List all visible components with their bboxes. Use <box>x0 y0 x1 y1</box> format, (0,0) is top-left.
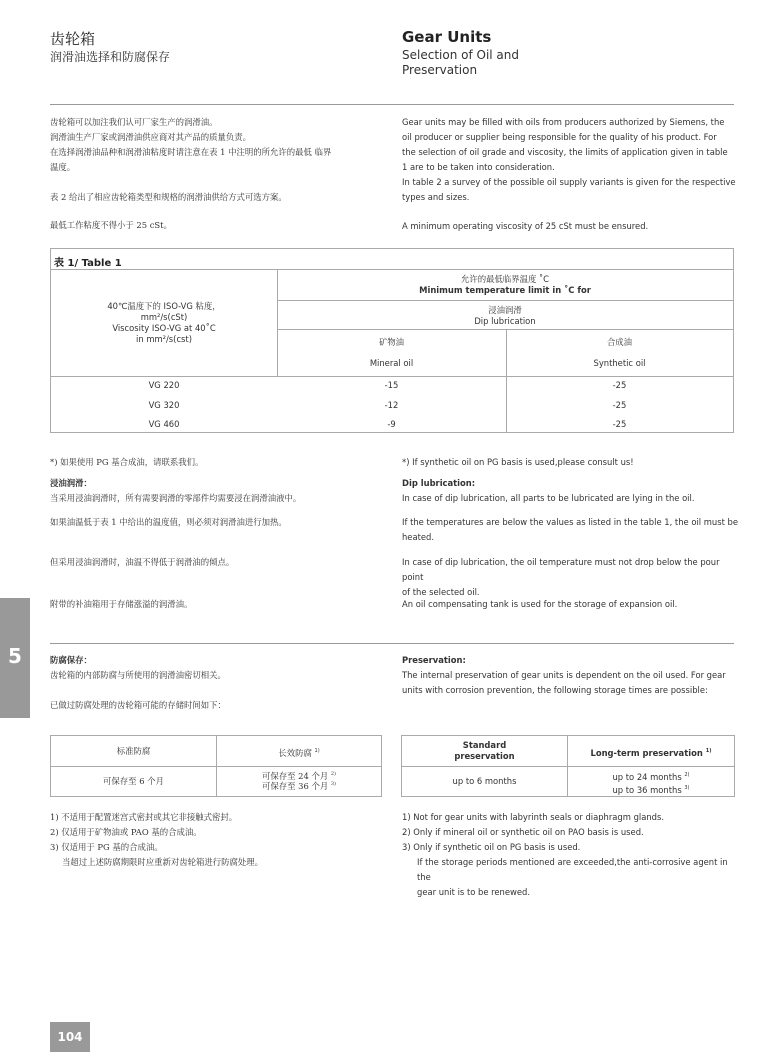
longterm-header-text: Long-term preservation <box>590 747 703 758</box>
heat-note-cn: 如果油温低于表 1 中给出的温度值，则必须对润滑油进行加热。 <box>50 517 287 527</box>
intro-en-line: types and sizes. <box>402 192 470 202</box>
pour-note-en-line: In case of dip lubrication, the oil temperature must not drop below the pour point <box>402 557 720 582</box>
mineral-header-cn: 矿物油 <box>378 337 405 347</box>
dip-section-en <box>402 476 742 506</box>
preservation-title-en: Preservation: <box>402 655 466 665</box>
longterm-value-line <box>217 779 381 792</box>
subtitle-en-line2: Preservation <box>402 63 478 77</box>
pour-note-cn: 但采用浸油润滑时，油温不得低于润滑油的倾点。 <box>50 557 235 567</box>
dip-title-cn: 浸油润滑： <box>50 478 92 488</box>
preservation-en <box>402 653 742 698</box>
longterm-value-line <box>568 770 734 783</box>
footnote-en: 1) Not for gear units with labyrinth seals or diaphragm glands. <box>402 812 664 822</box>
longterm-header-text: 长效防腐 <box>278 747 312 758</box>
synthetic-header-en: Synthetic oil <box>593 358 646 368</box>
preservation-storage-cn: 已做过防腐处理的齿轮箱可能的存储时间如下： <box>50 700 226 710</box>
mineral-header-en: Mineral oil <box>369 358 414 368</box>
longterm-preservation-header-en <box>568 746 734 759</box>
footnote-cn: 当超过上述防腐期限时应重新对齿轮箱进行防腐处理。 <box>62 857 263 867</box>
viscosity-header-cn: 40℃温度下的 ISO-VG 粘度， <box>107 301 221 311</box>
footnote-ref: 2) <box>330 771 337 777</box>
footnote-ref: 1) <box>705 748 712 754</box>
subtitle-en-line1: Selection of Oil and <box>402 48 519 62</box>
header-divider <box>50 104 734 105</box>
pg-note-en: *) If synthetic oil on PG basis is used,please consult us! <box>402 457 634 467</box>
table-divider <box>51 376 733 377</box>
table-row-mineral: -9 <box>387 419 396 429</box>
footnotes-cn <box>50 810 380 870</box>
footnote-en: If the storage periods mentioned are exceeded,the anti-corrosive agent in the <box>417 857 728 882</box>
table-row-vg: VG 320 <box>148 400 180 410</box>
table-1-label: 表 1/ Table 1 <box>54 258 122 269</box>
table-row-mineral: -15 <box>384 380 399 390</box>
longterm-value-text: up to 36 months <box>612 784 682 795</box>
table-divider <box>277 300 733 301</box>
dip-text-cn: 当采用浸油润滑时，所有需要润滑的零部件均需要浸在润滑油液中。 <box>50 493 302 503</box>
viscosity-header-en: Viscosity ISO-VG at 40˚C <box>112 323 216 333</box>
tank-note-en: An oil compensating tank is used for the storage of expansion oil. <box>402 599 678 609</box>
table-row-synthetic: -25 <box>612 419 627 429</box>
longterm-preservation-value-en <box>568 770 734 796</box>
footnote-ref: 2) <box>684 772 690 778</box>
synthetic-oil-header <box>506 337 733 369</box>
header-line: Standard <box>462 740 507 750</box>
table-row-vg: VG 220 <box>148 380 180 390</box>
table-divider <box>402 766 734 767</box>
footnotes-en <box>402 810 742 900</box>
footnote-en: 2) Only if mineral oil or synthetic oil on PAO basis is used. <box>402 827 644 837</box>
page-number: 104 <box>57 1030 83 1044</box>
preservation-text-cn: 齿轮箱的内部防腐与所使用的润滑油密切相关。 <box>50 670 226 680</box>
intro-en <box>402 115 742 205</box>
footnote-cn: 1) 不适用于配置迷宫式密封或其它非接触式密封。 <box>50 812 238 822</box>
intro-en-line: oil producer or supplier being responsible for the quality of his product. For <box>402 132 717 142</box>
table-divider <box>277 329 733 330</box>
heat-note-en-line: heated. <box>402 532 435 542</box>
standard-preservation-value-cn: 可保存至 6 个月 <box>103 776 164 786</box>
standard-preservation-header-en <box>402 740 567 762</box>
dip-header-en: Dip lubrication <box>474 316 536 326</box>
heat-note-en <box>402 515 742 545</box>
pg-note-cn: *) 如果使用 PG 基合成油，请联系我们。 <box>50 457 204 467</box>
intro-cn-line: 润滑油生产厂家或润滑油供应商对其产品的质量负责。 <box>50 132 251 142</box>
table-divider <box>51 269 733 270</box>
footnote-cn: 2) 仅适用于矿物油或 PAO 基的合成油。 <box>50 827 202 837</box>
intro-en-viscosity: A minimum operating viscosity of 25 cSt must be ensured. <box>402 221 649 231</box>
footnote-cn: 3) 仅适用于 PG 基的合成油。 <box>50 842 163 852</box>
temp-limit-header <box>277 274 733 296</box>
page-subtitle-en <box>402 48 602 78</box>
table-row-vg: VG 460 <box>148 419 180 429</box>
intro-cn-line: 在选择润滑油品种和润滑油粘度时请注意在表 1 中注明的所允许的最低 临界 <box>50 147 332 157</box>
intro-en-line: the selection of oil grade and viscosity, the limits of application given in table <box>402 147 728 157</box>
pour-note-en <box>402 555 742 600</box>
viscosity-header <box>51 301 277 345</box>
intro-en-line: 1 are to be taken into consideration. <box>402 162 555 172</box>
footnote-en: 3) Only if synthetic oil on PG basis is used. <box>402 842 581 852</box>
section-divider <box>50 643 734 644</box>
page-title-en: Gear Units <box>402 28 492 46</box>
intro-cn <box>50 115 380 175</box>
viscosity-header-unit: in mm²/s(cst) <box>136 334 192 344</box>
intro-cn-viscosity: 最低工作粘度不得小于 25 cSt。 <box>50 220 172 230</box>
page-subtitle-cn: 润滑油选择和防腐保存 <box>50 50 171 64</box>
intro-en-line: In table 2 a survey of the possible oil supply variants is given for the respective <box>402 177 736 187</box>
footnote-ref: 3) <box>330 780 337 787</box>
longterm-value-text: 可保存至 36 个月 <box>261 780 329 791</box>
standard-preservation-value-en: up to 6 months <box>452 776 517 786</box>
dip-lubrication-header <box>277 305 733 327</box>
tank-note-cn: 附带的补油箱用于存储涨溢的润滑油。 <box>50 599 193 609</box>
standard-preservation-header-cn: 标准防腐 <box>116 746 151 756</box>
table-1 <box>50 248 734 433</box>
heat-note-en-line: If the temperatures are below the values as listed in the table 1, the oil must be <box>402 517 739 527</box>
preservation-text-en: The internal preservation of gear units is dependent on the oil used. For gear <box>402 670 726 680</box>
dip-header-cn: 浸油润滑 <box>488 305 522 315</box>
longterm-value-text: 可保存至 24 个月 <box>261 770 329 781</box>
preservation-table-cn <box>50 735 382 797</box>
footnote-en: gear unit is to be renewed. <box>417 887 531 897</box>
dip-text-en: In case of dip lubrication, all parts to be lubricated are lying in the oil. <box>402 493 695 503</box>
chapter-number: 5 <box>8 644 22 668</box>
footnote-ref: 1) <box>314 748 320 754</box>
header-line: preservation <box>454 751 515 761</box>
intro-cn-line: 齿轮箱可以加注我们认可厂家生产的润滑油。 <box>50 117 218 127</box>
longterm-value-line <box>568 783 734 796</box>
table-row-synthetic: -25 <box>612 380 627 390</box>
pour-note-en-line: of the selected oil. <box>402 587 480 597</box>
preservation-cn <box>50 653 380 683</box>
intro-cn-line: 温度。 <box>50 162 76 172</box>
table-row-synthetic: -25 <box>612 400 627 410</box>
table-row-mineral: -12 <box>384 400 399 410</box>
preservation-table-en <box>401 735 735 797</box>
page-title-cn: 齿轮箱 <box>50 30 96 48</box>
longterm-preservation-value-cn <box>217 769 381 792</box>
longterm-value-text: up to 24 months <box>612 771 682 782</box>
preservation-text-en: units with corrosion prevention, the following storage times are possible: <box>402 685 708 695</box>
dip-title-en: Dip lubrication: <box>402 478 476 488</box>
dip-section-cn <box>50 476 380 506</box>
intro-en-line: Gear units may be filled with oils from producers authorized by Siemens, the <box>402 117 725 127</box>
preservation-title-cn: 防腐保存： <box>50 655 92 665</box>
synthetic-header-cn: 合成油 <box>606 337 633 347</box>
mineral-oil-header <box>277 337 506 369</box>
footnote-ref: 3) <box>684 784 690 791</box>
temp-limit-header-en: Minimum temperature limit in ˚C for <box>419 285 591 295</box>
intro-cn-table2: 表 2 给出了相应齿轮箱类型和规格的润滑油供给方式可选方案。 <box>50 192 287 202</box>
longterm-preservation-header-cn <box>217 746 381 759</box>
viscosity-header-unit: mm²/s(cSt) <box>140 312 188 322</box>
temp-limit-header-cn: 允许的最低临界温度 ˚C <box>460 274 550 284</box>
